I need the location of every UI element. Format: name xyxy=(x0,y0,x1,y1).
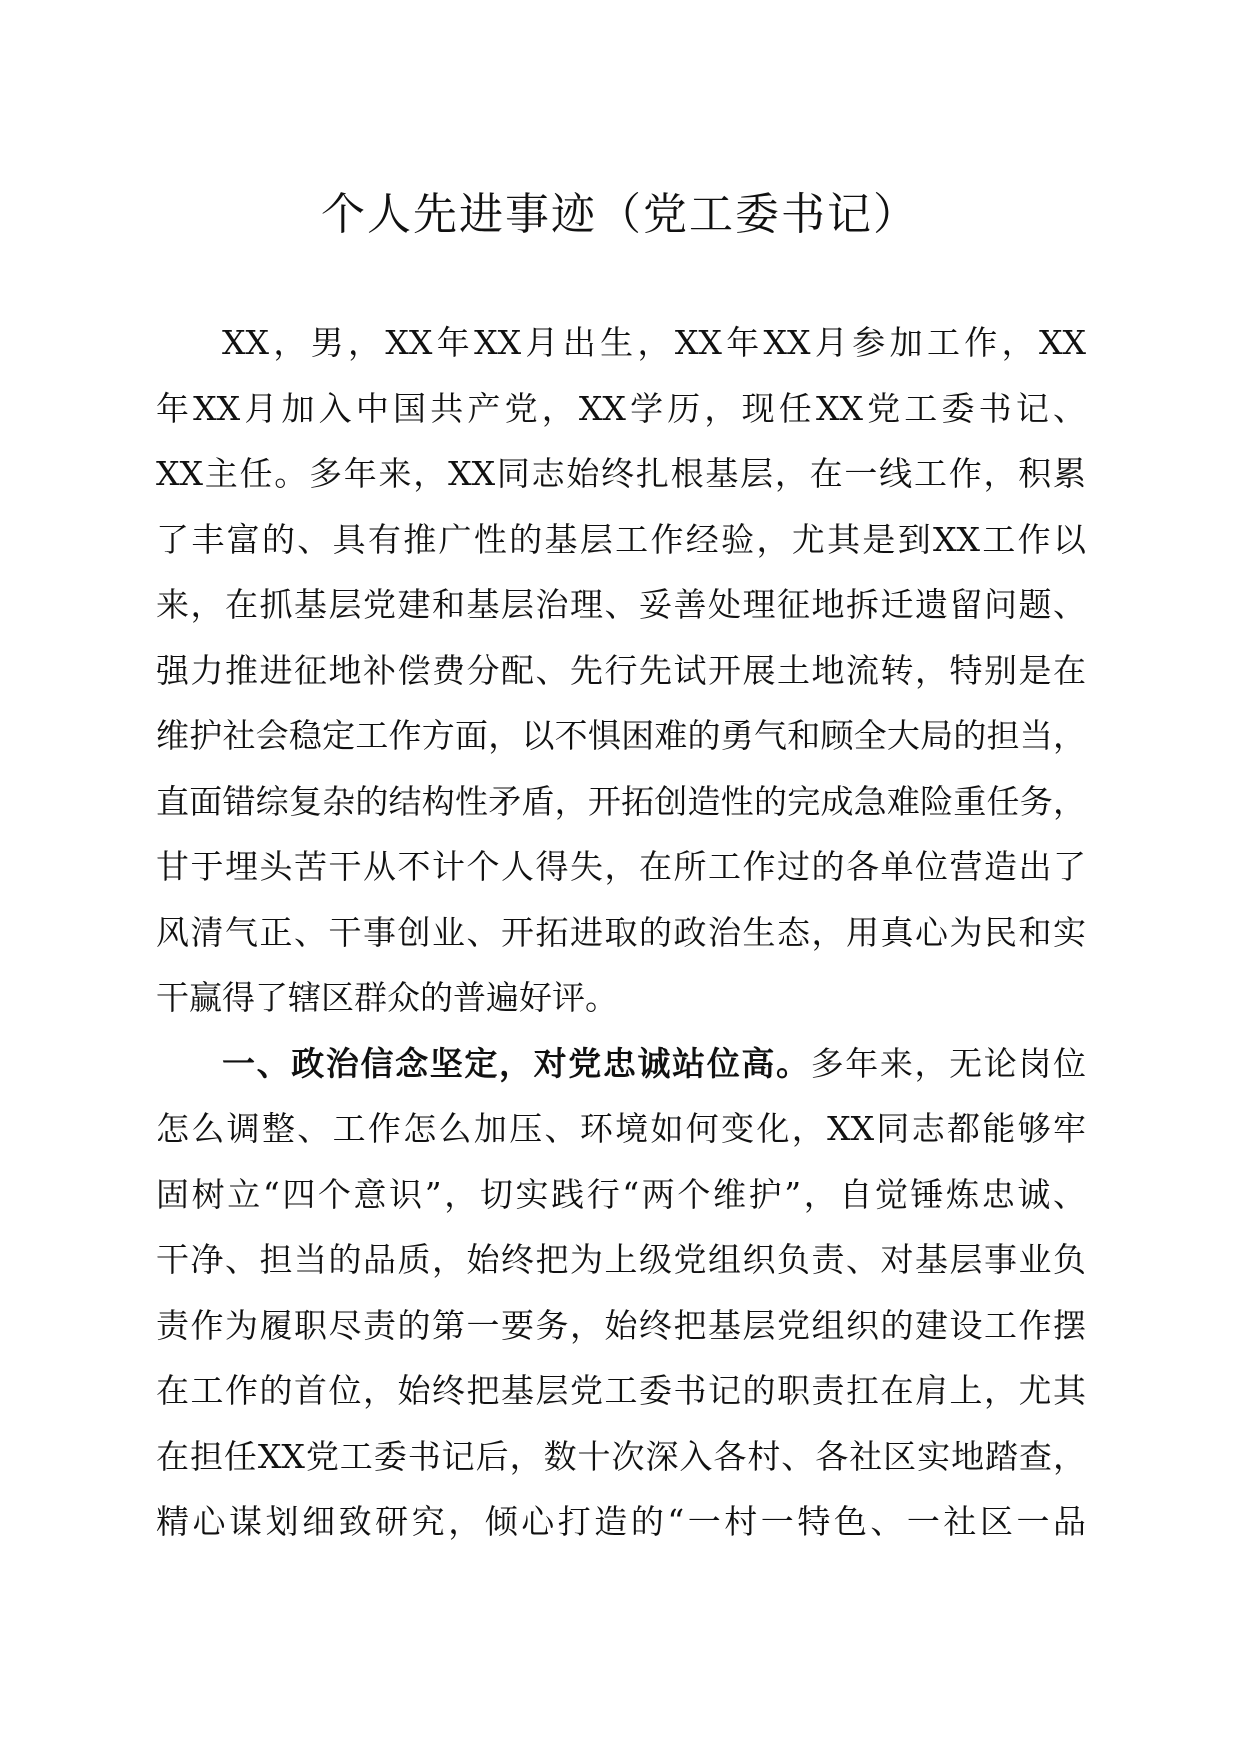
paragraph-line: 风清气正、干事创业、开拓进取的政治生态，用真心为民和实 xyxy=(156,912,1086,952)
document-body xyxy=(156,310,1086,1555)
document-title: 个人先进事迹（党工委书记） xyxy=(321,189,919,240)
paragraph-line: 在担任XX党工委书记后，数十次深入各村、各社区实地踏查， xyxy=(156,1436,1086,1476)
paragraph-line: 干赢得了辖区群众的普遍好评。 xyxy=(156,978,618,1017)
paragraph-line: 来，在抓基层党建和基层治理、妥善处理征地拆迁遗留问题、 xyxy=(156,585,1086,624)
paragraph-line: 直面错综复杂的结构性矛盾，开拓创造性的完成急难险重任务， xyxy=(156,781,1086,821)
section-heading-rest: 多年来，无论岗位 xyxy=(810,1043,1086,1083)
paragraph-line: 维护社会稳定工作方面，以不惧困难的勇气和顾全大局的担当， xyxy=(156,716,1086,755)
paragraph-line: 了丰富的、具有推广性的基层工作经验，尤其是到XX工作以 xyxy=(156,519,1086,559)
section-heading: 一、政治信念坚定，对党忠诚站位高。 xyxy=(222,1043,811,1083)
paragraph-line: 强力推进征地补偿费分配、先行先试开展土地流转，特别是在 xyxy=(156,650,1086,690)
paragraph-line: 甘于埋头苦干从不计个人得失，在所工作过的各单位营造出了 xyxy=(156,847,1086,886)
paragraph-line: 年XX月加入中国共产党，XX学历，现任XX党工委书记、 xyxy=(156,388,1086,428)
paragraph-line: 怎么调整、工作怎么加压、环境如何变化，XX同志都能够牢 xyxy=(156,1109,1086,1148)
paragraph-line: 固树立“四个意识”，切实践行“两个维护”，自觉锤炼忠诚、 xyxy=(156,1174,1086,1214)
paragraph-line: XX主任。多年来，XX同志始终扎根基层，在一线工作，积累 xyxy=(156,454,1086,493)
paragraph-line: XX，男，XX年XX月出生，XX年XX月参加工作，XX xyxy=(222,323,1086,362)
paragraph-line: 精心谋划细致研究，倾心打造的“一村一特色、一社区一品 xyxy=(156,1502,1086,1541)
paragraph-line: 在工作的首位，始终把基层党工委书记的职责扛在肩上，尤其 xyxy=(156,1371,1086,1410)
section-heading-line xyxy=(156,1031,1086,1097)
paragraph-line: 干净、担当的品质，始终把为上级党组织负责、对基层事业负 xyxy=(156,1240,1086,1279)
paragraph-line: 责作为履职尽责的第一要务，始终把基层党组织的建设工作摆 xyxy=(156,1305,1086,1345)
